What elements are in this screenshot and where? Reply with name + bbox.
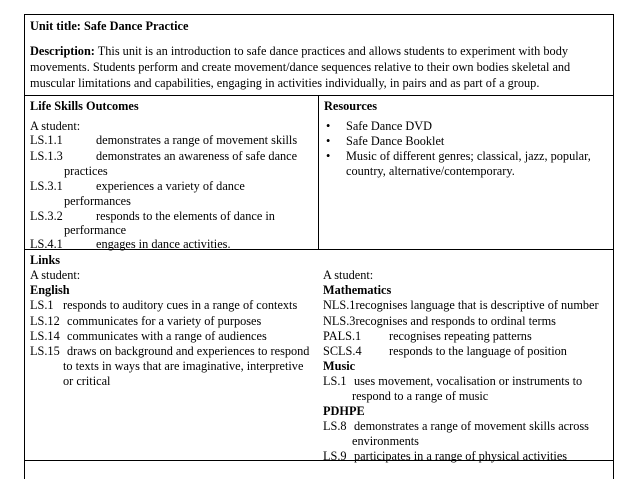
unit-description-line-3: muscular limitations and capabilities, engaging in activities individually, in pairs and as part of a group.: [30, 76, 540, 90]
music-text-cont: respond to a range of music: [352, 389, 489, 403]
pdhpe-text-cont: environments: [352, 434, 419, 448]
outcome-text: engages in dance activities.: [96, 237, 231, 251]
pdhpe-code: LS.9: [323, 449, 347, 463]
english-text: communicates for a variety of purposes: [67, 314, 262, 328]
outcome-code: LS.1.1: [30, 133, 63, 147]
english-text-cont: to texts in ways that are imaginative, interpretive: [63, 359, 304, 373]
divider-column: [318, 95, 319, 250]
english-text: responds to auditory cues in a range of contexts: [63, 298, 298, 312]
resource-item-cont: country, alternative/contemporary.: [346, 164, 515, 178]
music-text: uses movement, vocalisation or instruments to: [354, 374, 583, 388]
english-code: LS.15: [30, 344, 60, 358]
unit-description-line-1: Description: This unit is an introduction to safe dance practices and allows students to experiment with body: [30, 44, 568, 58]
math-item: NLS.3recognises and responds to ordinal terms: [323, 314, 556, 328]
unit-title-value: Safe Dance Practice: [83, 19, 189, 33]
divider-header: [24, 95, 614, 96]
math-code: SCLS.4: [323, 344, 362, 358]
unit-description-label: Description:: [30, 44, 95, 58]
resource-item: Safe Dance DVD: [346, 119, 433, 133]
outcome-text: demonstrates a range of movement skills: [96, 133, 298, 147]
resources-heading: Resources: [324, 99, 378, 113]
music-heading: Music: [323, 359, 356, 373]
math-code: PALS.1: [323, 329, 362, 343]
english-code: LS.1: [30, 298, 54, 312]
outcome-code: LS.1.3: [30, 149, 63, 163]
unit-title: [30, 18, 188, 34]
math-item: NLS.1recognises language that is descriptive of number: [323, 298, 599, 312]
links-heading: Links: [30, 253, 61, 267]
outcome-code: LS.3.1: [30, 179, 63, 193]
outcome-code: LS.3.2: [30, 209, 63, 223]
pdhpe-text: participates in a range of physical activities: [354, 449, 568, 463]
outcome-text: demonstrates an awareness of safe dance: [96, 149, 298, 163]
outcome-code: LS.4.1: [30, 237, 63, 251]
music-code: LS.1: [323, 374, 347, 388]
english-text-cont: or critical: [63, 374, 111, 388]
outcome-text-cont: performances: [64, 194, 131, 208]
resource-item: Music of different genres; classical, jazz, popular,: [346, 149, 591, 163]
mathematics-heading: Mathematics: [323, 283, 392, 297]
english-code: LS.12: [30, 314, 60, 328]
outcomes-heading: Life Skills Outcomes: [30, 99, 139, 113]
math-text: responds to the language of position: [389, 344, 567, 358]
outcome-text: experiences a variety of dance: [96, 179, 245, 193]
bullet-icon: •: [326, 134, 331, 148]
outcomes-intro: A student:: [30, 119, 81, 133]
english-text: draws on background and experiences to respond: [67, 344, 310, 358]
english-heading: English: [30, 283, 70, 297]
math-text: recognises repeating patterns: [389, 329, 532, 343]
links-right-intro: A student:: [323, 268, 374, 282]
resource-item: Safe Dance Booklet: [346, 134, 445, 148]
links-left-intro: A student:: [30, 268, 81, 282]
pdhpe-code: LS.8: [323, 419, 347, 433]
english-text: communicates with a range of audiences: [67, 329, 267, 343]
outcome-text: responds to the elements of dance in: [96, 209, 275, 223]
outcome-text-cont: performance: [64, 223, 127, 237]
unit-description-line-2: movements. Students perform and create movement/dance sequences relative to their own bodies skeletal and: [30, 60, 571, 74]
unit-title-label: Unit title:: [30, 19, 81, 33]
pdhpe-text: demonstrates a range of movement skills across: [354, 419, 589, 433]
bullet-icon: •: [326, 149, 331, 163]
outcome-text-cont: practices: [64, 164, 108, 178]
pdhpe-heading: PDHPE: [323, 404, 365, 418]
bullet-icon: •: [326, 119, 331, 133]
english-code: LS.14: [30, 329, 60, 343]
